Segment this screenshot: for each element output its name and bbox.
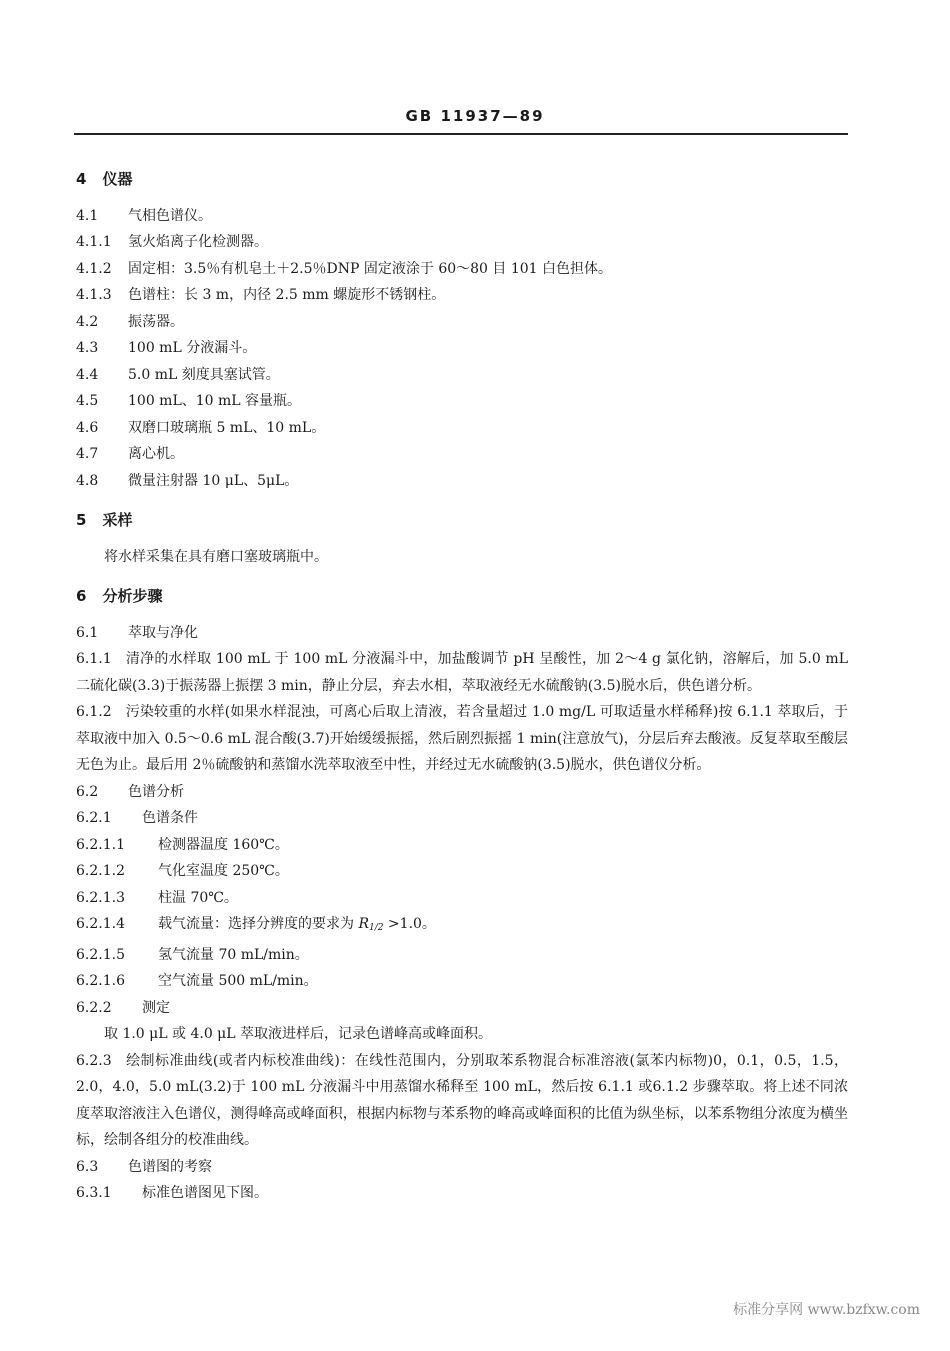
subsection-heading <box>76 1154 848 1181</box>
standard-code-header: GB 11937—89 <box>405 107 545 125</box>
section-number: 4 <box>76 170 87 188</box>
paragraph-6-1-2 <box>76 699 848 779</box>
clause-number: 6.2.1.4 <box>76 916 125 932</box>
section-title: 采样 <box>102 511 133 529</box>
sampling-text: 将水样采集在具有磨口塞玻璃瓶中。 <box>104 548 328 565</box>
subsection-heading <box>76 620 848 647</box>
subsection-heading <box>76 995 848 1022</box>
clause-number: 4.7 <box>76 446 99 462</box>
clause-number: 4.8 <box>76 472 99 489</box>
clause-number: 4.2 <box>76 313 99 330</box>
list-item <box>76 911 848 942</box>
clause-number: 6.2.2 <box>76 999 112 1016</box>
clause-text: 柱温 70℃。 <box>158 889 238 906</box>
paragraph-text: 绘制标准曲线(或者内标校准曲线)：在线性范围内，分别取苯系物混合标准溶液(氯苯内标物)0，0.1，0.5，1.5，2.0，4.0，5.0 mL(3.2)于 100 mL 分液漏斗中用蒸馏水稀释至 100 mL，然后按 6.1.1 或6.1.2 步骤萃取。将上述不同浓度萃取溶液注入色谱仪，测得峰高或峰面积，根据内标物与苯系物的峰高或峰面积的比值为纵坐标，以苯系物组分浓度为横坐标，绘制各组分的校准曲线。 <box>76 1052 848 1148</box>
list-item <box>76 441 848 468</box>
paragraph-6-2-3 <box>76 1048 848 1154</box>
paragraph-text: 污染较重的水样(如果水样混浊，可离心后取上清液，若含量超过 1.0 mg/L 可取适量水样稀释)按 6.1.1 萃取后，于萃取液中加入 0.5～0.6 mL 混合酸(3.7)开始缓缓振摇，然后剧烈振摇 1 min(注意放气)，分层后弃去酸液。反复萃取至酸层无色为止。最后用 2％硫酸钠和蒸馏水洗萃取液至中性，并经过无水硫酸钠(3.5)脱水，供色谱仪分析。 <box>76 704 848 773</box>
clause-number: 6.2.1.2 <box>76 863 125 879</box>
clause-text: 振荡器。 <box>128 313 184 330</box>
clause-number: 6.2.1.6 <box>76 973 125 989</box>
clause-text: 空气流量 500 mL/min。 <box>158 973 318 989</box>
clause-text <box>158 911 848 942</box>
clause-text: 色谱条件 <box>142 810 198 826</box>
clause-text: 色谱图的考察 <box>128 1158 212 1175</box>
clause-number: 4.4 <box>76 366 99 383</box>
resolution-subscript: 1/2 <box>369 923 384 933</box>
clause-number: 6.2.1 <box>76 810 112 826</box>
clause-number: 6.2.3 <box>76 1052 112 1069</box>
section-title: 仪器 <box>102 170 133 188</box>
clause-text: 固定相：3.5％有机皂土＋2.5％DNP 固定液涂于 60～80 目 101 白色担体。 <box>128 260 613 277</box>
paragraph-6-1-1 <box>76 646 848 699</box>
list-item <box>76 832 848 859</box>
clause-text: 气化室温度 250℃。 <box>158 863 289 879</box>
list-item <box>76 468 848 495</box>
clause-number: 6.1.1 <box>76 651 112 667</box>
clause-text: 萃取与净化 <box>128 624 198 641</box>
clause-number: 4.1.3 <box>76 287 112 303</box>
list-item <box>76 362 848 389</box>
clause-number: 4.6 <box>76 419 99 436</box>
clause-text: 100 mL、10 mL 容量瓶。 <box>128 393 302 409</box>
clause-number: 6.2.1.1 <box>76 836 125 853</box>
list-item <box>76 229 848 256</box>
clause-number: 4.1.1 <box>76 234 112 250</box>
list-item <box>76 942 848 969</box>
list-item <box>76 282 848 309</box>
subsection-heading <box>76 1180 848 1207</box>
clause-text: 100 mL 分液漏斗。 <box>128 340 257 356</box>
clause-number: 4.5 <box>76 393 99 409</box>
section-number: 6 <box>76 587 87 605</box>
section-4-heading <box>76 166 848 193</box>
clause-number: 6.3.1 <box>76 1185 112 1201</box>
clause-number: 4.1.2 <box>76 260 112 277</box>
clause-number: 6.1 <box>76 624 99 641</box>
clause-number: 6.3 <box>76 1158 99 1175</box>
clause-text: 检测器温度 160℃。 <box>158 836 289 853</box>
list-item <box>76 203 848 230</box>
section-title: 分析步骤 <box>102 587 163 605</box>
clause-text: 测定 <box>142 999 170 1016</box>
clause-number: 6.1.2 <box>76 704 112 720</box>
clause-text: 氢气流量 70 mL/min。 <box>158 946 309 963</box>
list-item <box>76 858 848 885</box>
clause-text: 离心机。 <box>128 446 184 462</box>
list-item <box>76 415 848 442</box>
section-6-heading <box>76 583 848 610</box>
clause-text: 色谱分析 <box>128 783 184 800</box>
text-part: 载气流量：选择分辨度的要求为 <box>158 916 359 932</box>
clause-text: 双磨口玻璃瓶 5 mL、10 mL。 <box>128 419 326 436</box>
clause-text: 色谱柱：长 3 m，内径 2.5 mm 螺旋形不锈钢柱。 <box>128 287 446 303</box>
document-body <box>76 166 848 1207</box>
clause-text: 微量注射器 10 μL、5μL。 <box>128 472 299 489</box>
list-item <box>76 256 848 283</box>
watermark-text: 标准分享网 www.bzfxw.com <box>733 1302 920 1318</box>
clause-text: 标准色谱图见下图。 <box>142 1185 268 1201</box>
list-item <box>76 309 848 336</box>
subsection-heading <box>76 779 848 806</box>
clause-number: 6.2 <box>76 783 99 800</box>
clause-text: 氢火焰离子化检测器。 <box>128 234 268 250</box>
clause-number: 6.2.1.5 <box>76 946 125 963</box>
resolution-symbol: R <box>358 916 369 932</box>
subsection-heading <box>76 805 848 832</box>
header-rule <box>74 133 848 135</box>
list-item <box>76 335 848 362</box>
clause-text: 5.0 mL 刻度具塞试管。 <box>128 366 280 383</box>
paragraph-text: 清净的水样取 100 mL 于 100 mL 分液漏斗中，加盐酸调节 pH 呈酸性，加 2～4 g 氯化钠，溶解后，加 5.0 mL 二硫化碳(3.3)于振荡器上振摆 3 min，静止分层，弃去水相，萃取液经无水硫酸钠(3.5)脱水后，供色谱分析。 <box>76 651 848 694</box>
clause-number: 4.3 <box>76 340 99 356</box>
list-item <box>76 968 848 995</box>
section-5-heading <box>76 507 848 534</box>
list-item <box>76 388 848 415</box>
text-part: >1.0。 <box>383 916 436 932</box>
list-item <box>76 885 848 912</box>
clause-number: 4.1 <box>76 207 99 224</box>
section-number: 5 <box>76 511 87 529</box>
clause-number: 6.2.1.3 <box>76 889 125 906</box>
measurement-text: 取 1.0 μL 或 4.0 μL 萃取液进样后，记录色谱峰高或峰面积。 <box>104 1026 493 1042</box>
clause-text: 气相色谱仪。 <box>128 207 212 224</box>
